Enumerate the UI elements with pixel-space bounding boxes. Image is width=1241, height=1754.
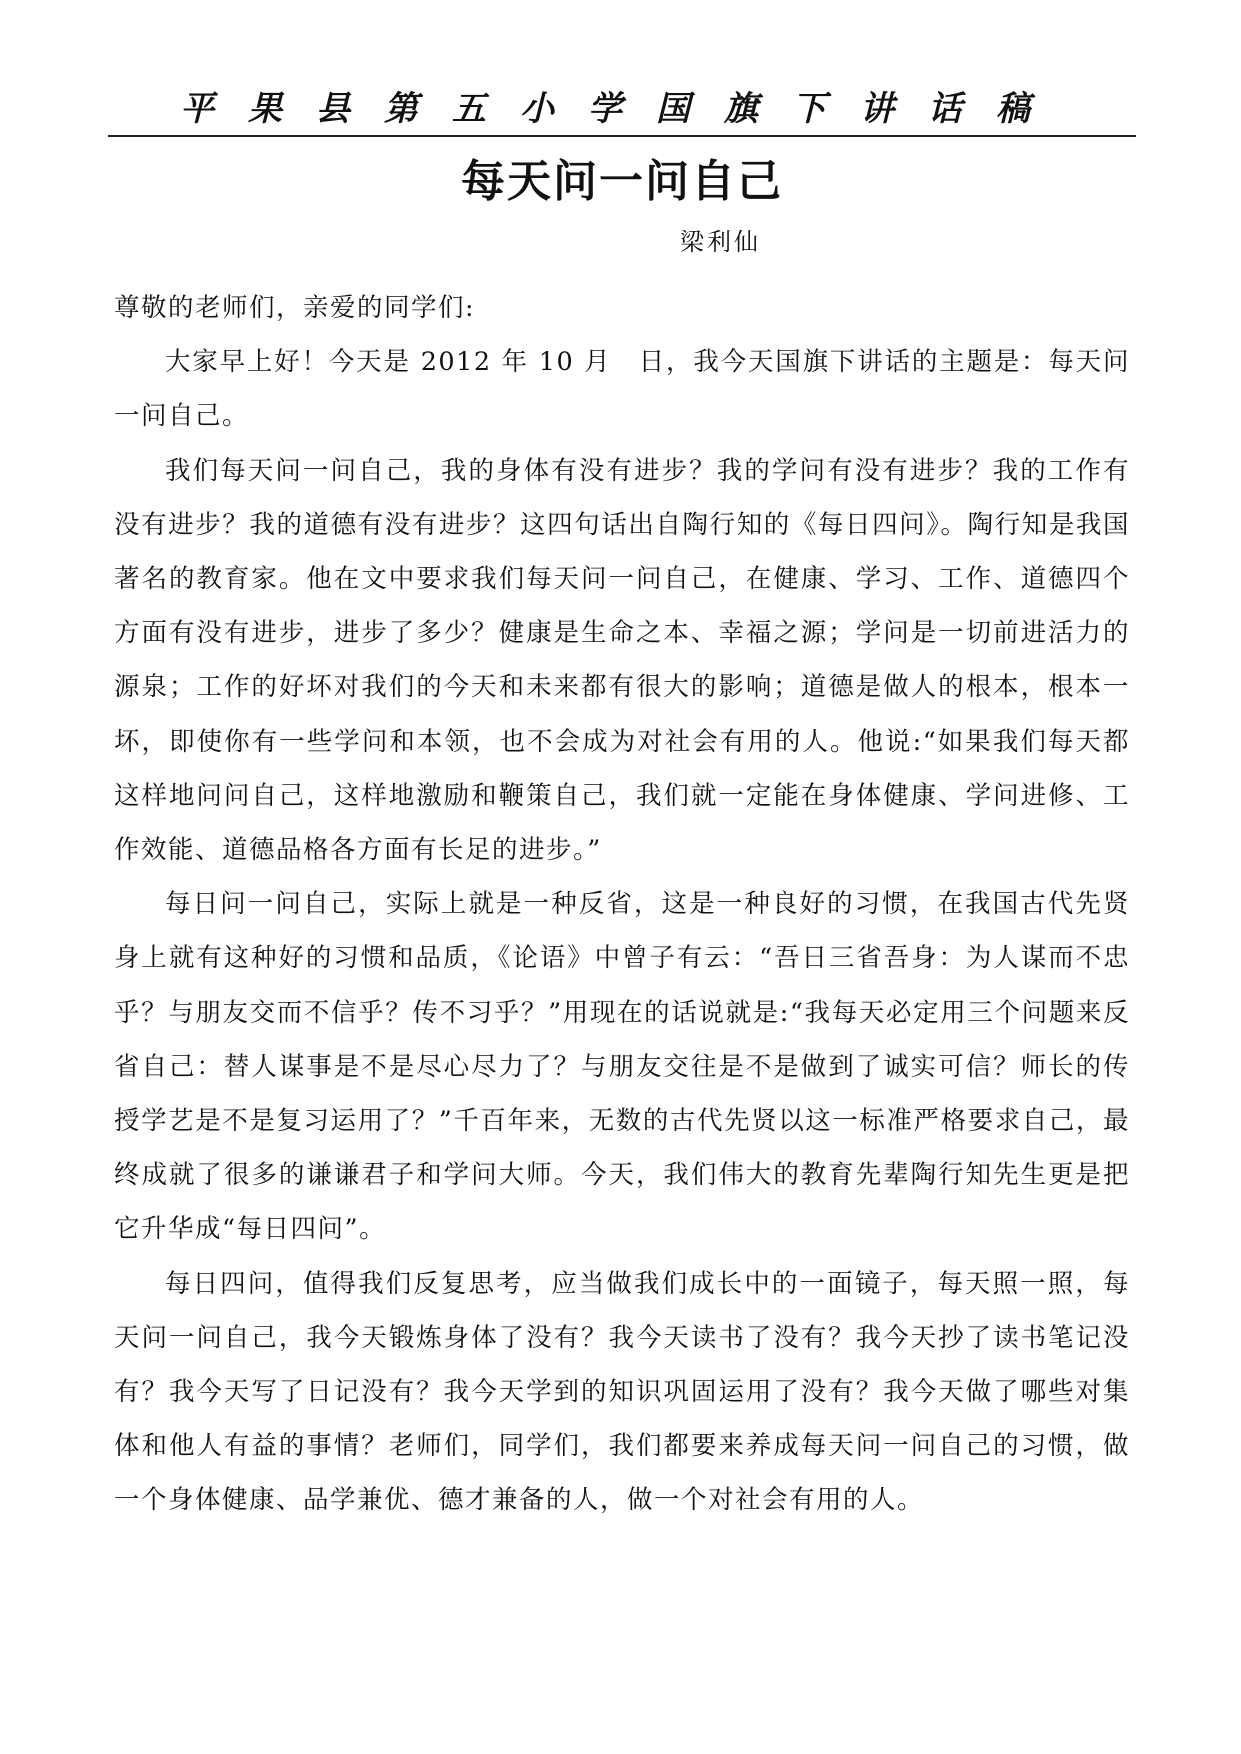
salutation: 尊敬的老师们，亲爱的同学们: [114,293,476,323]
speech-title: 每天问一问自己 [461,156,783,207]
school-speech-banner: 平果县第五小学国旗下讲话稿 [180,89,1064,129]
paragraph-1: 大家早上好！今天是 2012 年 10 月 日，我今天国旗下讲话的主题是：每天问一问自己。 [114,347,1130,432]
header-divider [108,135,1136,137]
paragraph-4: 每日四问，值得我们反复思考，应当做我们成长中的一面镜子，每天照一照，每天问一问自己，我今天锻炼身体了没有？我今天读书了没有？我今天抄了读书笔记没有？我今天写了日记没有？我今天学到的知识巩固运用了没有？我今天做了哪些对集体和他人有益的事情？老师们，同学们，我们都要来养成每天问一问自己的习惯，做一个身体健康、品学兼优、德才兼备的人，做一个对社会有用的人。 [114,1268,1130,1516]
paragraph-2: 我们每天问一问自己，我的身体有没有进步？我的学问有没有进步？我的工作有没有进步？我的道德有没有进步？这四句话出自陶行知的《每日四问》。陶行知是我国著名的教育家。他在文中要求我们每天问一问自己，在健康、学习、工作、道德四个方面有没有进步，进步了多少？健康是生命之本、幸福之源；学问是一切前进活力的源泉；工作的好坏对我们的今天和未来都有很大的影响；道德是做人的根本，根本一坏，即使你有一些学问和本领，也不会成为对社会有用的人。他说:“如果我们每天都这样地问问自己，这样地激励和鞭策自己，我们就一定能在身体健康、学问进修、工作效能、道德品格各方面有长足的进步。” [114,455,1130,866]
author-name: 梁利仙 [680,228,761,256]
speech-body [114,281,1130,1528]
paragraph-3: 每日问一问自己，实际上就是一种反省，这是一种良好的习惯，在我国古代先贤身上就有这种好的习惯和品质，《论语》中曾子有云：“吾日三省吾身：为人谋而不忠乎？与朋友交而不信乎？传不习乎？”用现在的话说就是:“我每天必定用三个问题来反省自己：替人谋事是不是尽心尽力了？与朋友交往是不是做到了诚实可信？师长的传授学艺是不是复习运用了？”千百年来，无数的古代先贤以这一标准严格要求自己，最终成就了很多的谦谦君子和学问大师。今天，我们伟大的教育先辈陶行知先生更是把它升华成“每日四问”。 [114,889,1130,1245]
